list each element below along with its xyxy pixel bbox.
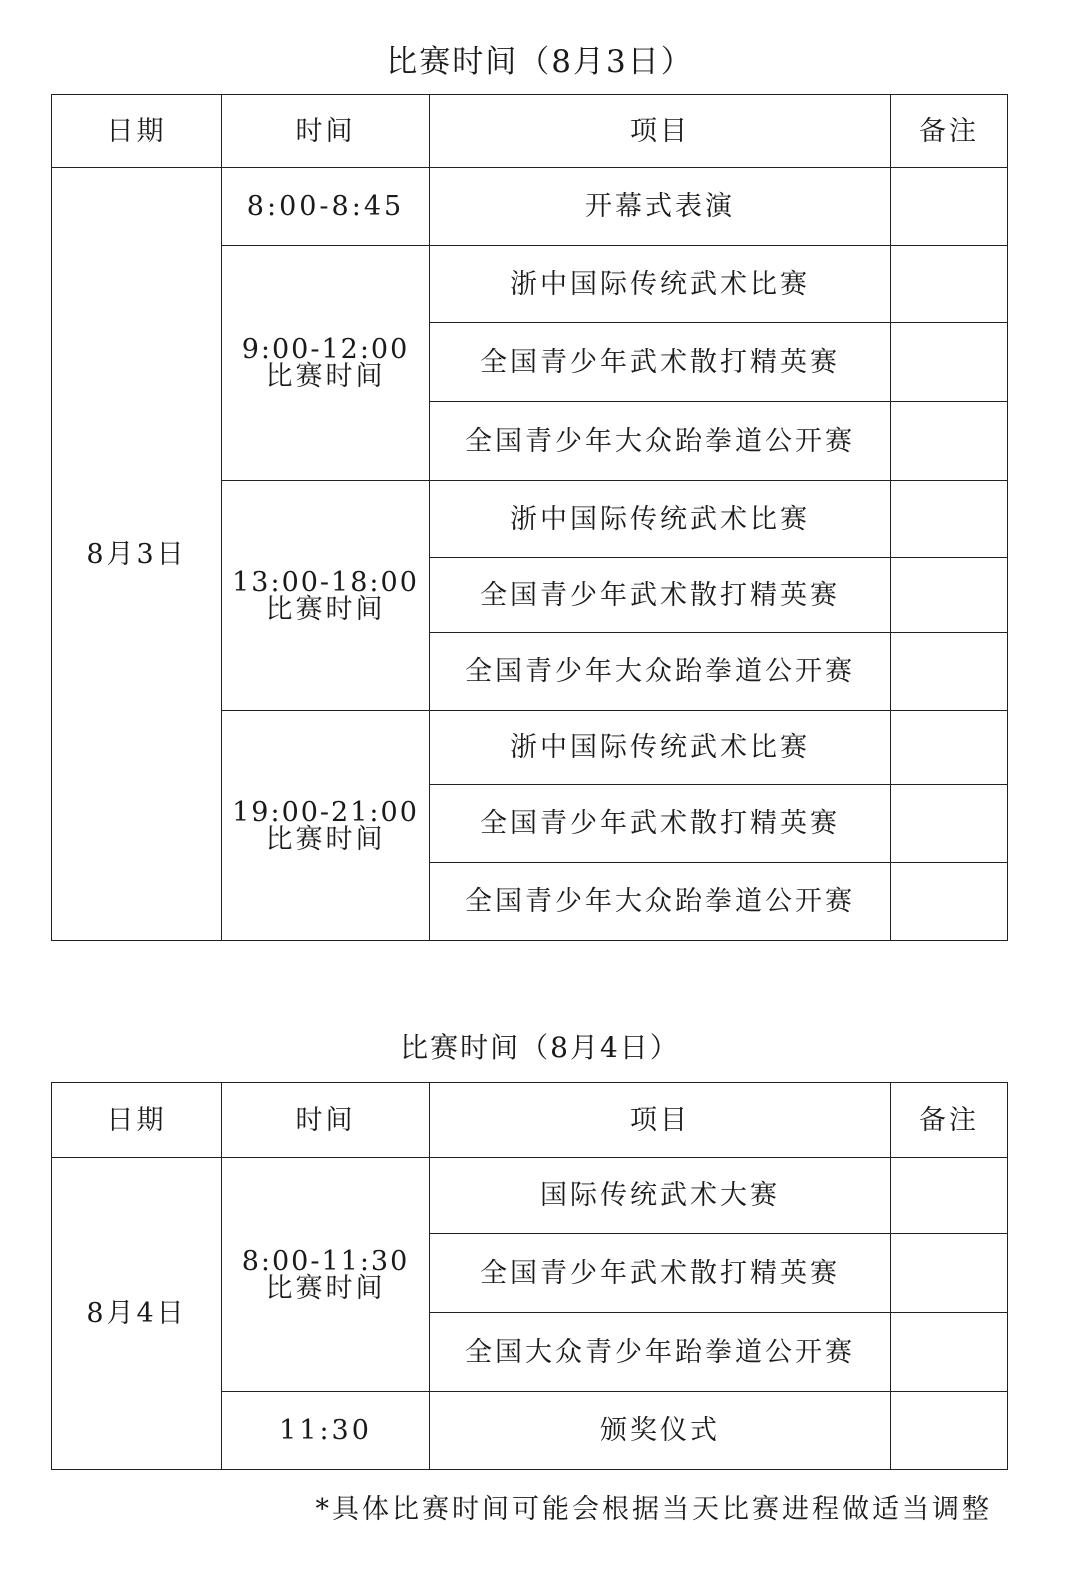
notes-cell (891, 1392, 1008, 1470)
event-cell: 全国青少年大众跆拳道公开赛 (430, 402, 891, 481)
table-row (52, 168, 1008, 246)
notes-cell (891, 863, 1008, 941)
time-label: 比赛时间 (265, 1272, 386, 1304)
table-header-row (52, 95, 1008, 168)
notes-cell (891, 1158, 1008, 1234)
time-block-cell (222, 246, 430, 481)
date-cell: 8月3日 (52, 168, 222, 941)
header-date: 日期 (52, 1083, 222, 1158)
time-label: 比赛时间 (265, 823, 386, 855)
event-cell: 全国青少年武术散打精英赛 (430, 323, 891, 402)
event-cell: 全国青少年大众跆拳道公开赛 (430, 863, 891, 941)
schedule-title-aug3: 比赛时间（8月3日） (386, 44, 694, 80)
time-cell: 11:30 (222, 1392, 430, 1470)
event-cell: 浙中国际传统武术比赛 (430, 246, 891, 323)
notes-cell (891, 1234, 1008, 1313)
event-cell: 浙中国际传统武术比赛 (430, 481, 891, 558)
schedule-title-aug4: 比赛时间（8月4日） (400, 1031, 680, 1064)
notes-cell (891, 402, 1008, 481)
time-cell: 8:00-8:45 (222, 168, 430, 246)
notes-cell (891, 711, 1008, 785)
header-event: 项目 (430, 1083, 891, 1158)
header-date: 日期 (52, 95, 222, 168)
header-time: 时间 (222, 95, 430, 168)
notes-cell (891, 558, 1008, 633)
time-range: 8:00-11:30 (241, 1245, 410, 1277)
table-row (52, 1158, 1008, 1234)
event-cell: 全国大众青少年跆拳道公开赛 (430, 1313, 891, 1392)
time-label: 比赛时间 (265, 361, 386, 392)
event-cell: 全国青少年武术散打精英赛 (430, 785, 891, 863)
notes-cell (891, 633, 1008, 711)
header-notes: 备注 (891, 95, 1008, 168)
time-block-cell (222, 481, 430, 711)
time-label: 比赛时间 (265, 593, 386, 625)
time-block-cell (222, 711, 430, 941)
date-cell: 8月4日 (52, 1158, 222, 1470)
event-cell: 国际传统武术大赛 (430, 1158, 891, 1234)
schedule-table-aug4 (51, 1082, 1008, 1470)
time-range: 13:00-18:00 (232, 566, 419, 598)
time-block-cell (222, 1158, 430, 1392)
event-cell: 全国青少年大众跆拳道公开赛 (430, 633, 891, 711)
schedule-footnote: *具体比赛时间可能会根据当天比赛进程做适当调整 (315, 1494, 992, 1525)
time-range: 9:00-12:00 (241, 334, 410, 365)
event-cell: 浙中国际传统武术比赛 (430, 711, 891, 785)
event-cell: 开幕式表演 (430, 168, 891, 246)
time-range: 19:00-21:00 (232, 796, 419, 828)
event-cell: 全国青少年武术散打精英赛 (430, 558, 891, 633)
header-notes: 备注 (891, 1083, 1008, 1158)
notes-cell (891, 168, 1008, 246)
notes-cell (891, 323, 1008, 402)
event-cell: 全国青少年武术散打精英赛 (430, 1234, 891, 1313)
notes-cell (891, 785, 1008, 863)
notes-cell (891, 246, 1008, 323)
notes-cell (891, 481, 1008, 558)
header-event: 项目 (430, 95, 891, 168)
header-time: 时间 (222, 1083, 430, 1158)
notes-cell (891, 1313, 1008, 1392)
table-header-row (52, 1083, 1008, 1158)
event-cell: 颁奖仪式 (430, 1392, 891, 1470)
schedule-table-aug3 (51, 94, 1008, 941)
